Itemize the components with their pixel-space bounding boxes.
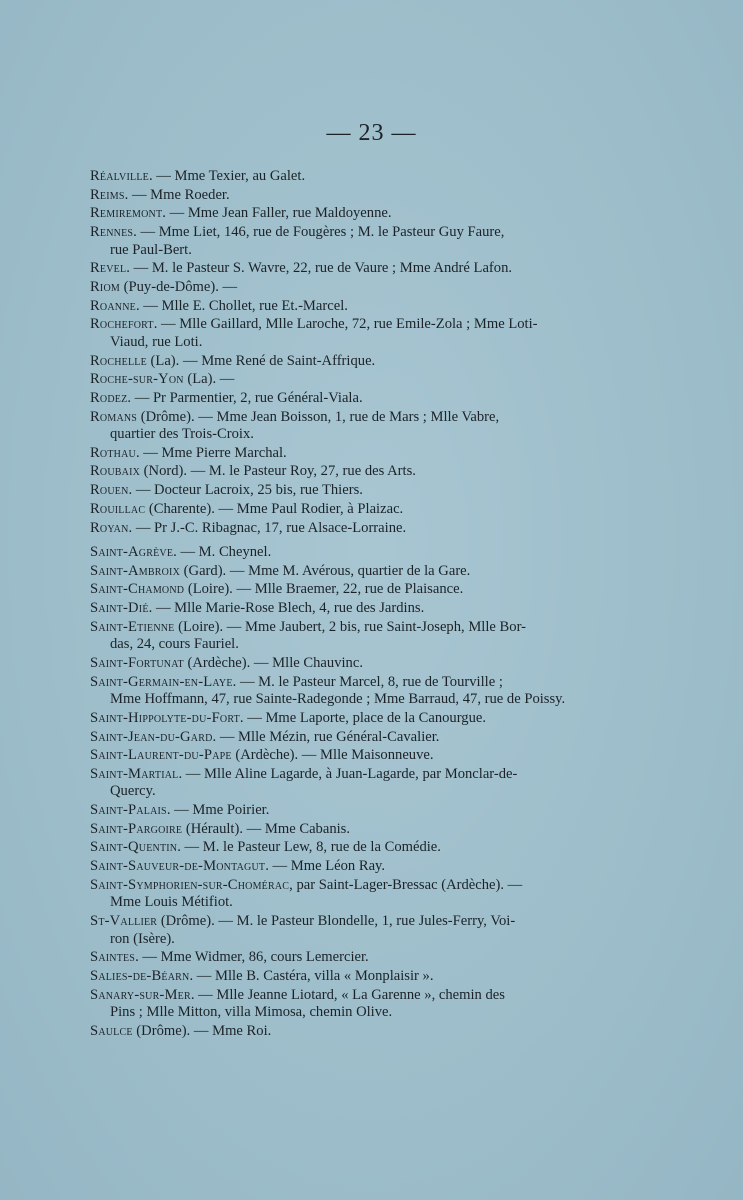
- entry-text: . — Mlle Gaillard, Mlle Laroche, 72, rue Emile-Zola ; Mme Loti-: [153, 316, 538, 333]
- entry-continuation: quartier des Trois-Croix.: [110, 426, 254, 443]
- city-name: Roche-sur-Yon: [90, 371, 184, 388]
- entry-text: (Drôme). — M. le Pasteur Blondelle, 1, rue Jules-Ferry, Voi-: [157, 913, 516, 929]
- entry-text: . — Mme Widmer, 86, cours Lemercier.: [135, 949, 369, 966]
- list-item: [90, 482, 626, 500]
- list-item: [90, 409, 626, 444]
- list-item: [90, 987, 626, 1022]
- city-name: Revel: [90, 260, 127, 277]
- city-name: St-Vallier: [90, 913, 158, 929]
- city-name: Roubaix: [90, 463, 141, 480]
- entry-continuation: ron (Isère).: [110, 930, 175, 947]
- entry-continuation: rue Paul-Bert.: [110, 241, 192, 258]
- entry-text: . — Mme Liet, 146, rue de Fougères ; M. le Pasteur Guy Faure,: [133, 224, 505, 241]
- list-item: [90, 353, 626, 371]
- list-item: [90, 298, 626, 316]
- city-name: Saint-Symphorien-sur-Chomérac: [90, 876, 290, 893]
- city-name: Saintes: [90, 949, 136, 966]
- list-item: [90, 968, 626, 986]
- city-name: Saulce: [90, 1022, 133, 1039]
- entry-text: (Ardèche). — Mlle Maisonneuve.: [231, 747, 434, 764]
- list-item: [90, 858, 626, 876]
- city-name: Saint-Pargoire: [90, 820, 183, 837]
- entry-continuation: Mme Louis Métifiot.: [110, 894, 233, 911]
- entry-text: (La). — Mme René de Saint-Affrique.: [146, 352, 376, 369]
- list-item: [90, 563, 626, 581]
- entry-continuation: Viaud, rue Loti.: [110, 333, 203, 350]
- entry-text: . — Mlle Marie-Rose Blech, 4, rue des Jardins.: [148, 600, 425, 617]
- entry-text: (Hérault). — Mme Cabanis.: [182, 820, 351, 837]
- city-name: Salies-de-Béarn: [90, 967, 190, 984]
- city-name: Roanne: [90, 297, 136, 314]
- list-item: [90, 371, 626, 389]
- entry-text: (Puy-de-Dôme). —: [119, 278, 238, 295]
- city-name: Saint-Sauveur-de-Montagut: [90, 858, 266, 875]
- list-item: [90, 802, 626, 820]
- entry-text: . — Mlle E. Chollet, rue Et.-Marcel.: [135, 297, 348, 314]
- entry-text: (Ardèche). — Mlle Chauvinc.: [183, 654, 363, 671]
- entry-text: . — Mlle B. Castéra, villa « Monplaisir ».: [189, 967, 434, 984]
- list-item: [90, 279, 626, 297]
- list-item: [90, 766, 626, 801]
- city-name: Rouen: [90, 482, 129, 499]
- entry-text: . — Mme Pierre Marchal.: [135, 444, 287, 461]
- entry-text: . — M. le Pasteur S. Wavre, 22, rue de Vaure ; Mme André Lafon.: [126, 260, 513, 277]
- list-item: [90, 949, 626, 967]
- list-item: [90, 224, 626, 259]
- entry-text: . — Mme Jean Faller, rue Maldoyenne.: [162, 205, 392, 222]
- entry-text: . — Mlle Mézin, rue Général-Cavalier.: [212, 728, 440, 745]
- list-item: [90, 619, 626, 654]
- entry-text: . — M. le Pasteur Lew, 8, rue de la Comédie.: [177, 839, 441, 856]
- city-name: Rennes: [90, 224, 134, 241]
- city-name: Rochelle: [90, 352, 147, 369]
- list-item: [90, 839, 626, 857]
- list-item: [90, 729, 626, 747]
- list-item: [90, 501, 626, 519]
- entry-text: . — Mme Texier, au Galet.: [148, 168, 306, 184]
- list-item: [90, 544, 626, 562]
- entry-text: . — Mme Poirier.: [166, 802, 270, 819]
- list-item: [90, 674, 626, 709]
- city-name: Saint-Laurent-du-Pape: [90, 747, 232, 764]
- entry-text: . — M. Cheynel.: [173, 544, 272, 560]
- list-item: [90, 821, 626, 839]
- entry-text: , par Saint-Lager-Bressac (Ardèche). —: [289, 876, 523, 893]
- page-number: — 23 —: [326, 120, 417, 146]
- city-name: Saint-Germain-en-Laye: [90, 673, 233, 690]
- entry-text: . — Mme Léon Ray.: [265, 858, 386, 875]
- list-item: [90, 581, 626, 599]
- entry-text: (Gard). — Mme M. Avérous, quartier de la Gare.: [180, 562, 471, 579]
- list-item: [90, 747, 626, 765]
- list-item: [90, 877, 626, 912]
- entry-text: . — Mme Laporte, place de la Canourgue.: [239, 709, 487, 726]
- city-name: Saint-Chamond: [90, 581, 185, 598]
- list-item: [90, 316, 626, 351]
- entry-text: . — M. le Pasteur Marcel, 8, rue de Tourville ;: [232, 673, 503, 690]
- list-item: [90, 390, 626, 408]
- city-name: Saint-Etienne: [90, 618, 175, 635]
- city-name: Rochefort: [90, 316, 154, 333]
- entry-list-r: [90, 168, 626, 538]
- entry-text: (Drôme). — Mme Jean Boisson, 1, rue de Mars ; Mlle Vabre,: [137, 408, 500, 425]
- entry-text: (La). —: [183, 371, 235, 388]
- entry-text: . — Mlle Aline Lagarde, à Juan-Lagarde, par Monclar-de-: [178, 765, 518, 782]
- entry-continuation: Mme Hoffmann, 47, rue Sainte-Radegonde ; Mme Barraud, 47, rue de Poissy.: [110, 691, 566, 708]
- list-item: [90, 655, 626, 673]
- city-name: Riom: [90, 278, 120, 295]
- city-name: Rothau: [90, 444, 136, 461]
- list-item: [90, 463, 626, 481]
- city-name: Saint-Hippolyte-du-Fort: [90, 709, 240, 726]
- entry-list-s: [90, 544, 626, 1041]
- list-item: [90, 710, 626, 728]
- city-name: Rouillac: [90, 500, 146, 517]
- entry-text: (Loire). — Mme Jaubert, 2 bis, rue Saint-Joseph, Mlle Bor-: [174, 618, 526, 635]
- list-item: [90, 187, 626, 205]
- entry-text: . — Mlle Jeanne Liotard, « La Garenne », chemin des: [190, 986, 505, 1003]
- entry-text: . — Pr Parmentier, 2, rue Général-Viala.: [127, 389, 363, 406]
- city-name: Saint-Dié: [90, 600, 149, 617]
- city-name: Saint-Fortunat: [90, 654, 184, 671]
- list-item: [90, 260, 626, 278]
- list-item: [90, 168, 626, 186]
- list-item: [90, 520, 626, 538]
- entry-text: . — Pr J.-C. Ribagnac, 17, rue Alsace-Lorraine.: [128, 519, 407, 536]
- entry-continuation: Quercy.: [110, 783, 156, 800]
- city-name: Saint-Quentin: [90, 839, 178, 856]
- entry-continuation: Pins ; Mlle Mitton, villa Mimosa, chemin Olive.: [110, 1004, 393, 1021]
- entry-text: . — Mme Roeder.: [124, 186, 230, 203]
- list-item: [90, 445, 626, 463]
- entry-text: (Charente). — Mme Paul Rodier, à Plaizac.: [145, 500, 404, 517]
- city-name: Royan: [90, 519, 129, 536]
- city-name: Reims: [90, 186, 125, 203]
- city-name: Remiremont: [90, 205, 163, 222]
- city-name: Rodez: [90, 389, 128, 406]
- list-item: [90, 913, 626, 948]
- city-name: Sanary-sur-Mer: [90, 986, 191, 1003]
- city-name: Romans: [90, 408, 138, 425]
- list-item: [90, 205, 626, 223]
- entry-text: (Nord). — M. le Pasteur Roy, 27, rue des Arts.: [140, 463, 416, 480]
- city-name: Saint-Ambroix: [90, 562, 181, 579]
- entry-text: . — Docteur Lacroix, 25 bis, rue Thiers.: [128, 482, 363, 499]
- city-name: Saint-Palais: [90, 802, 167, 819]
- city-name: Saint-Agrève: [90, 544, 174, 560]
- entry-text: (Drôme). — Mme Roi.: [132, 1022, 272, 1039]
- city-name: Saint-Jean-du-Gard: [90, 728, 213, 745]
- city-name: Saint-Martial: [90, 765, 179, 782]
- city-name: Réalville: [90, 168, 149, 184]
- list-item: [90, 600, 626, 618]
- list-item: [90, 1023, 626, 1041]
- entry-continuation: das, 24, cours Fauriel.: [110, 636, 239, 653]
- entry-text: (Loire). — Mlle Braemer, 22, rue de Plaisance.: [184, 581, 464, 598]
